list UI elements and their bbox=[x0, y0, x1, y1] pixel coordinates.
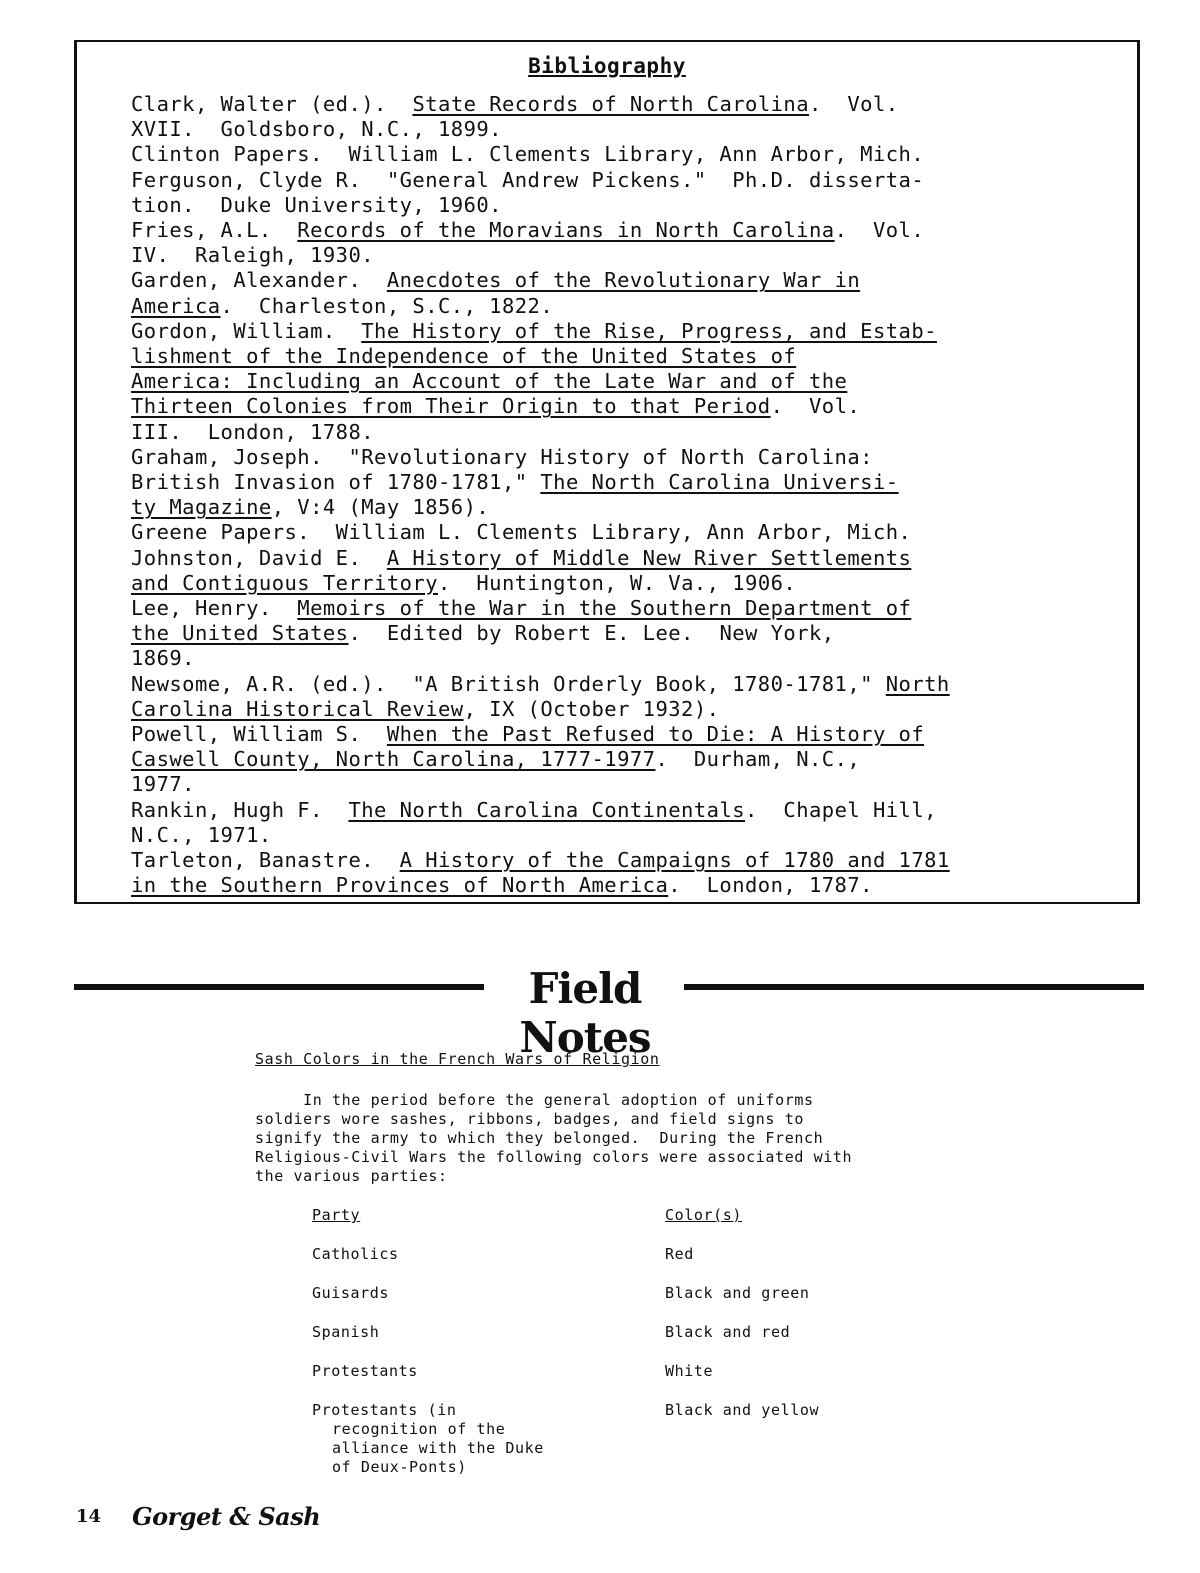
bibliography-entry bbox=[131, 546, 1131, 596]
entry-line bbox=[131, 142, 1131, 167]
article-line: the various parties: bbox=[255, 1167, 448, 1185]
table-row bbox=[312, 1284, 952, 1323]
entry-line bbox=[131, 293, 1131, 319]
bibliography-entry bbox=[131, 596, 1131, 672]
article-line: In the period before the general adoption of uniforms bbox=[255, 1091, 814, 1109]
entry-text: , IX (October 1932). bbox=[463, 696, 720, 721]
entry-text: . Vol. bbox=[809, 92, 899, 116]
entry-text: . London, 1787. bbox=[668, 873, 873, 898]
entry-line bbox=[131, 722, 1131, 747]
entry-text: Fries, A.L. bbox=[131, 218, 298, 243]
header-rule-left bbox=[74, 984, 484, 990]
entry-text: Gordon, William. bbox=[131, 318, 362, 343]
entry-line bbox=[131, 344, 1131, 369]
entry-title-text: Anecdotes of the Revolutionary War in bbox=[386, 268, 861, 293]
entry-title-text: A History of Middle New River Settlements bbox=[386, 545, 912, 570]
field-notes-title: Field Notes bbox=[519, 964, 651, 1062]
table-row bbox=[312, 1323, 952, 1362]
entry-line bbox=[131, 495, 1131, 520]
field-notes-article bbox=[255, 1050, 1015, 1186]
entry-line bbox=[131, 117, 1131, 142]
entry-title-text: The History of the Rise, Progress, and Estab- bbox=[361, 318, 937, 343]
bibliography-entry bbox=[131, 319, 1131, 445]
entry-text: . Chapel Hill, bbox=[745, 797, 937, 822]
bibliography-entry bbox=[131, 672, 1131, 722]
party-name: Spanish bbox=[312, 1323, 380, 1341]
party-name: Guisards bbox=[312, 1284, 390, 1302]
entry-title-text: ty Magazine bbox=[131, 495, 272, 520]
color-cell: Black and green bbox=[665, 1284, 810, 1302]
entry-text: Graham, Joseph. "Revolutionary History of North Carolina: bbox=[131, 444, 873, 469]
table-row bbox=[312, 1362, 952, 1401]
entry-line bbox=[131, 646, 1131, 671]
article-body bbox=[255, 1091, 1015, 1186]
bibliography-list bbox=[131, 92, 1131, 899]
party-name-continued: alliance with the Duke bbox=[332, 1439, 544, 1457]
bibliography-entry bbox=[131, 218, 1131, 268]
article-line: soldiers wore sashes, ribbons, badges, and field signs to bbox=[255, 1110, 804, 1128]
table-row bbox=[312, 1401, 952, 1491]
entry-title-text: The North Carolina Continentals bbox=[348, 797, 746, 822]
entry-line bbox=[131, 797, 1131, 823]
sash-colors-table bbox=[312, 1206, 952, 1491]
party-name-continued: recognition of the bbox=[332, 1420, 506, 1438]
party-cell bbox=[312, 1401, 612, 1477]
entry-title-text: State Records of North Carolina bbox=[412, 92, 809, 116]
entry-title-text: lishment of the Independence of the United States of bbox=[131, 344, 797, 369]
entry-line bbox=[131, 747, 1131, 772]
entry-text: Ferguson, Clyde R. "General Andrew Pickens." Ph.D. disserta- bbox=[131, 167, 925, 192]
entry-title-text: Caswell County, North Carolina, 1777-1977 bbox=[131, 747, 656, 772]
party-cell bbox=[312, 1362, 612, 1381]
table-row bbox=[312, 1245, 952, 1284]
entry-text: Powell, William S. bbox=[131, 722, 387, 747]
entry-title-text: and Contiguous Territory bbox=[131, 570, 439, 595]
entry-title-text: America bbox=[131, 293, 221, 318]
color-cell: Red bbox=[665, 1245, 694, 1263]
bibliography-entry bbox=[131, 722, 1131, 798]
entry-line bbox=[131, 394, 1131, 419]
party-cell bbox=[312, 1323, 612, 1342]
color-cell: White bbox=[665, 1362, 714, 1380]
entry-text: British Invasion of 1780-1781," bbox=[131, 470, 541, 495]
article-line: Religious-Civil Wars the following colors were associated with bbox=[255, 1148, 853, 1166]
article-title: Sash Colors in the French Wars of Religion bbox=[255, 1050, 660, 1068]
entry-title-text: Thirteen Colonies from Their Origin to that Period bbox=[131, 394, 771, 419]
party-column-header: Party bbox=[312, 1206, 361, 1224]
entry-title-text: the United States bbox=[131, 621, 349, 646]
entry-line bbox=[131, 621, 1131, 646]
entry-text: Clinton Papers. William L. Clements Library, Ann Arbor, Mich. bbox=[131, 142, 925, 167]
entry-text: Newsome, A.R. (ed.). "A British Orderly Book, 1780-1781," bbox=[131, 671, 886, 696]
page-number: 14 bbox=[76, 1506, 102, 1527]
entry-line bbox=[131, 268, 1131, 293]
party-cell bbox=[312, 1284, 612, 1303]
entry-title-text: in the Southern Provinces of North America bbox=[131, 873, 669, 898]
entry-text: Clark, Walter (ed.). bbox=[131, 92, 413, 116]
entry-line bbox=[131, 419, 1131, 445]
masthead-logo: Gorget & Sash bbox=[132, 1502, 321, 1531]
entry-line bbox=[131, 243, 1131, 268]
entry-title-text: The North Carolina Universi- bbox=[540, 470, 899, 495]
entry-title-text: America: Including an Account of the Late War and of the bbox=[131, 369, 848, 394]
entry-line bbox=[131, 470, 1131, 495]
entry-line bbox=[131, 520, 1131, 545]
entry-title-text: A History of the Campaigns of 1780 and 1781 bbox=[399, 848, 950, 873]
party-name-continued: of Deux-Ponts) bbox=[332, 1458, 467, 1476]
entry-line bbox=[131, 873, 1131, 898]
entry-line bbox=[131, 570, 1131, 596]
color-column-header: Color(s) bbox=[665, 1206, 743, 1224]
entry-text: XVII. Goldsboro, N.C., 1899. bbox=[131, 117, 502, 142]
header-rule-right bbox=[684, 984, 1144, 990]
entry-line bbox=[131, 545, 1131, 571]
bibliography-box bbox=[74, 40, 1140, 904]
entry-text: tion. Duke University, 1960. bbox=[131, 192, 502, 217]
entry-text: Rankin, Hugh F. bbox=[131, 797, 349, 822]
entry-text: . Edited by Robert E. Lee. New York, bbox=[348, 621, 835, 646]
entry-text: 1977. bbox=[131, 772, 195, 797]
entry-title-text: Records of the Moravians in North Carolina bbox=[297, 218, 835, 243]
bibliography-entry bbox=[131, 445, 1131, 521]
party-name: Protestants bbox=[312, 1362, 418, 1380]
entry-text: . Vol. bbox=[770, 394, 861, 419]
entry-text: Tarleton, Banastre. bbox=[131, 848, 400, 873]
bibliography-entry bbox=[131, 268, 1131, 318]
entry-line bbox=[131, 671, 1131, 697]
color-cell: Black and red bbox=[665, 1323, 791, 1341]
entry-text: Lee, Henry. bbox=[131, 596, 298, 621]
bibliography-entry bbox=[131, 168, 1131, 218]
bibliography-title: Bibliography bbox=[528, 54, 686, 78]
entry-line bbox=[131, 848, 1131, 873]
entry-line bbox=[131, 444, 1131, 470]
entry-text: . Durham, N.C., bbox=[655, 747, 861, 772]
entry-text: , V:4 (May 1856). bbox=[271, 495, 490, 520]
article-line: signify the army to which they belonged. During the French bbox=[255, 1129, 824, 1147]
bibliography-entry bbox=[131, 142, 1131, 167]
party-name: Catholics bbox=[312, 1245, 399, 1263]
color-cell: Black and yellow bbox=[665, 1401, 820, 1419]
entry-text: . Huntington, W. Va., 1906. bbox=[438, 570, 797, 595]
entry-text: Garden, Alexander. bbox=[131, 268, 387, 293]
bibliography-entry bbox=[131, 848, 1131, 898]
entry-text: . Charleston, S.C., 1822. bbox=[220, 293, 554, 318]
bibliography-entry bbox=[131, 520, 1131, 545]
entry-text: III. London, 1788. bbox=[131, 419, 375, 444]
page-footer bbox=[76, 1502, 320, 1531]
entry-title-text: When the Past Refused to Die: A History of bbox=[386, 722, 925, 747]
entry-line bbox=[131, 318, 1131, 344]
entry-line bbox=[131, 192, 1131, 218]
entry-line bbox=[131, 369, 1131, 394]
entry-line bbox=[131, 596, 1131, 621]
table-header-row bbox=[312, 1206, 952, 1245]
entry-title-text: North bbox=[885, 671, 950, 696]
entry-text: Johnston, David E. bbox=[131, 545, 387, 570]
entry-text: N.C., 1971. bbox=[131, 822, 272, 847]
entry-line bbox=[131, 696, 1131, 722]
bibliography-entry bbox=[131, 92, 1131, 142]
entry-title-text: Memoirs of the War in the Southern Department of bbox=[297, 596, 912, 621]
entry-line bbox=[131, 167, 1131, 193]
entry-text: . Vol. bbox=[834, 218, 925, 243]
party-name: Protestants (in bbox=[312, 1401, 457, 1419]
entry-line bbox=[131, 92, 1131, 117]
party-cell bbox=[312, 1245, 612, 1264]
entry-line bbox=[131, 772, 1131, 797]
entry-title-text: Carolina Historical Review bbox=[131, 696, 464, 721]
bibliography-entry bbox=[131, 798, 1131, 848]
entry-text: IV. Raleigh, 1930. bbox=[131, 243, 375, 268]
entry-text: Greene Papers. William L. Clements Library, Ann Arbor, Mich. bbox=[131, 520, 912, 545]
entry-text: 1869. bbox=[131, 646, 195, 671]
entry-line bbox=[131, 218, 1131, 243]
entry-line bbox=[131, 822, 1131, 848]
